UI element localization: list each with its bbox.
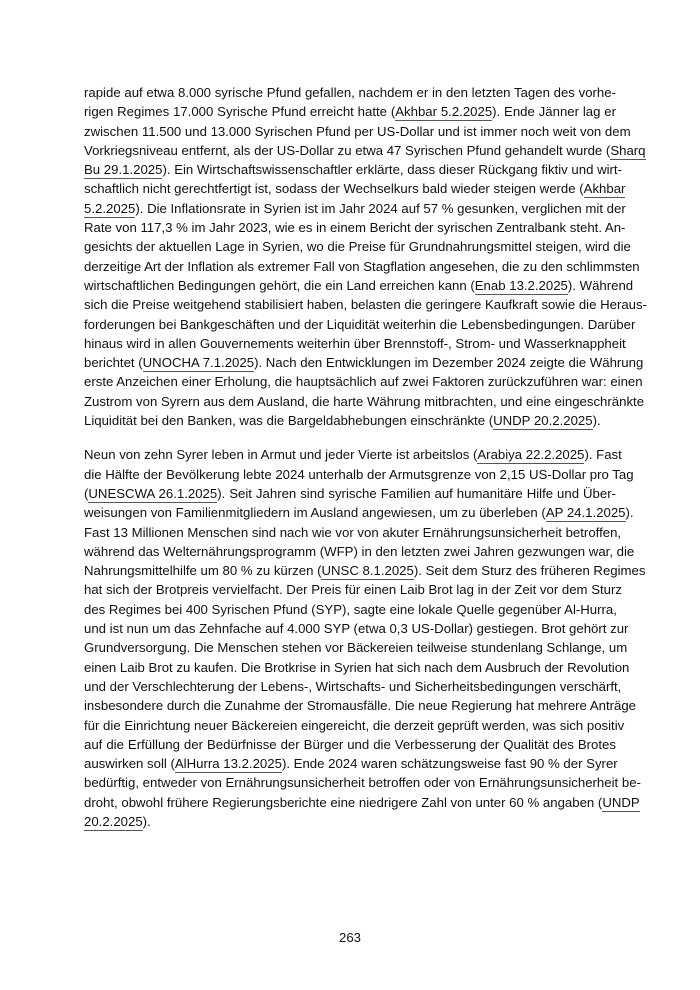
text-line bbox=[84, 812, 616, 831]
text-line bbox=[84, 445, 622, 464]
line-text: bedürftig, entweder von Ernährungsunsicherheit betroffen oder von Ernährungsunsicherheit be- bbox=[84, 775, 641, 791]
line-text: ). Seit Jahren sind syrische Familien auf humanitäre Hilfe und Über- bbox=[217, 485, 616, 501]
source-citation-link[interactable]: UNESCWA 26.1.2025 bbox=[88, 485, 218, 501]
text-line bbox=[84, 465, 634, 484]
text-line bbox=[84, 503, 634, 522]
text-line bbox=[84, 315, 636, 334]
line-text: Zustrom von Syrern aus dem Ausland, die harte Währung mitbrachten, und eine eingeschränkte bbox=[84, 393, 645, 409]
text-line bbox=[84, 677, 622, 696]
text-line bbox=[84, 353, 644, 372]
line-text: die Hälfte der Bevölkerung lebte 2024 unterhalb der Armutsgrenze von 2,15 US-Dollar pro Tag bbox=[84, 466, 634, 482]
line-text: ). Fast bbox=[584, 447, 622, 463]
text-line bbox=[84, 160, 622, 179]
source-citation-link[interactable]: 5.2.2025 bbox=[84, 200, 136, 216]
line-text: und ist nun um das Zehnfache auf 4.000 SYP (etwa 0,3 US-Dollar) gestiegen. Brot gehört zur bbox=[84, 621, 629, 637]
text-line bbox=[84, 372, 643, 391]
text-line bbox=[84, 102, 616, 121]
line-text: ). bbox=[592, 413, 601, 429]
text-line bbox=[84, 696, 637, 715]
source-citation-link[interactable]: Akhbar bbox=[583, 181, 626, 197]
line-text: ). Die Inflationsrate in Syrien ist im Jahr 2024 auf 57 % gesunken, verglichen mit der bbox=[135, 200, 626, 216]
line-text: Nahrungsmittelhilfe um 80 % zu kürzen ( bbox=[84, 563, 322, 579]
line-text: Vorkriegsniveau entfernt, als der US-Dollar zu etwa 47 Syrischen Pfund gehandelt wurde ( bbox=[84, 142, 611, 158]
source-citation-link[interactable]: AP 24.1.2025 bbox=[545, 505, 626, 521]
text-line bbox=[84, 716, 625, 735]
line-text: berichtet ( bbox=[84, 355, 143, 371]
line-text: rigen Regimes 17.000 Syrische Pfund erreicht hatte ( bbox=[84, 104, 396, 120]
line-text: zwischen 11.500 und 13.000 Syrischen Pfund per US-Dollar und ist immer noch weit von dem bbox=[84, 123, 631, 139]
text-line bbox=[84, 179, 626, 198]
text-line bbox=[84, 638, 628, 657]
page-number: 263 bbox=[338, 930, 361, 945]
line-text: droht, obwohl frühere Regierungsberichte eine niedrigere Zahl von unter 60 % angaben ( bbox=[84, 794, 603, 810]
line-text: insbesondere durch die Zunahme der Stromausfälle. Die neue Regierung hat mehrere Anträge bbox=[84, 698, 637, 714]
line-text: ). Ein Wirtschaftswissenschaftler erklärte, dass dieser Rückgang fiktiv und wirt- bbox=[162, 162, 622, 178]
line-text: gesichts der aktuellen Lage in Syrien, wo die Preise für Grundnahrungsmittel steigen, wird die bbox=[84, 239, 631, 255]
line-text: forderungen bei Bankgeschäften und der Liquidität weiterhin die Lebensbedingungen. Darüber bbox=[84, 316, 636, 332]
paragraph-currency-inflation bbox=[84, 83, 647, 430]
line-text: ). bbox=[142, 813, 151, 829]
line-text: ). Während bbox=[567, 277, 634, 293]
source-citation-link[interactable]: UNOCHA 7.1.2025 bbox=[142, 355, 255, 371]
line-text: ). Nach den Entwicklungen im Dezember 2024 zeigte die Währung bbox=[254, 355, 644, 371]
text-line bbox=[84, 257, 640, 276]
text-line bbox=[84, 793, 640, 812]
text-line bbox=[84, 600, 616, 619]
text-line bbox=[84, 141, 646, 160]
text-line bbox=[84, 237, 631, 256]
line-text: hat sich der Brotpreis vervielfacht. Der Preis für einen Laib Brot lag in der Zeit vor dem Sturz bbox=[84, 582, 622, 598]
line-text: einen Laib Brot zu kaufen. Die Brotkrise in Syrien hat sich nach dem Ausbruch der Revolution bbox=[84, 659, 630, 675]
text-line bbox=[84, 735, 616, 754]
line-text: derzeitige Art der Inflation als extremer Fall von Stagflation angesehen, die zu den schlimmsten bbox=[84, 258, 640, 274]
line-text: für die Einrichtung neuer Bäckereien eingereicht, die derzeit geprüft werden, was sich positiv bbox=[84, 717, 625, 733]
line-text: ( bbox=[84, 485, 89, 501]
line-text: während das Welternährungsprogramm (WFP) in den letzten zwei Jahren gezwungen war, die bbox=[84, 543, 635, 559]
text-line bbox=[84, 523, 622, 542]
line-text: Fast 13 Millionen Menschen sind nach wie vor von akuter Ernährungsunsicherheit betroffen, bbox=[84, 524, 622, 540]
text-line bbox=[84, 411, 616, 430]
line-text: ). Ende 2024 waren schätzungsweise fast 90 % der Syrer bbox=[281, 756, 618, 772]
source-citation-link[interactable]: Bu 29.1.2025 bbox=[84, 162, 163, 178]
text-line bbox=[84, 83, 616, 102]
line-text: hinaus wird in allen Gouvernements weiterhin über Brennstoff-, Strom- und Wasserknappheit bbox=[84, 335, 626, 351]
line-text: ). bbox=[625, 505, 634, 521]
source-citation-link[interactable]: Arabiya 22.2.2025 bbox=[477, 447, 585, 463]
document-body bbox=[84, 83, 647, 831]
source-citation-link[interactable]: UNDP bbox=[602, 794, 640, 810]
line-text: erste Anzeichen einer Erholung, die hauptsächlich auf zwei Faktoren zurückzuführen war: einen bbox=[84, 374, 643, 390]
line-text: Liquidität bei den Banken, was die Bargeldabhebungen einschränkte ( bbox=[84, 413, 494, 429]
text-line bbox=[84, 619, 629, 638]
source-citation-link[interactable]: UNDP 20.2.2025 bbox=[493, 413, 593, 429]
text-line bbox=[84, 334, 626, 353]
text-line bbox=[84, 218, 626, 237]
line-text: rapide auf etwa 8.000 syrische Pfund gefallen, nachdem er in den letzten Tagen des vorhe- bbox=[84, 85, 616, 100]
line-text: sich die Preise weitgehend stabilisiert haben, belasten die geringere Kaufkraft sowie die Heraus- bbox=[84, 297, 647, 313]
text-line bbox=[84, 199, 626, 218]
source-citation-link[interactable]: Akhbar 5.2.2025 bbox=[395, 104, 493, 120]
line-text: ). Seit dem Sturz des früheren Regimes bbox=[413, 563, 646, 579]
line-text: weisungen von Familienmitgliedern im Ausland angewiesen, um zu überleben ( bbox=[84, 505, 546, 521]
line-text: ). Ende Jänner lag er bbox=[492, 104, 616, 120]
line-text: auswirken soll ( bbox=[84, 756, 175, 772]
paragraph-gap bbox=[84, 430, 616, 445]
source-citation-link[interactable]: Sharq bbox=[610, 142, 646, 158]
line-text: Rate von 117,3 % im Jahr 2023, wie es in einem Bericht der syrischen Zentralbank steht. An- bbox=[84, 220, 626, 236]
text-line bbox=[84, 122, 631, 141]
paragraph-poverty-bread bbox=[84, 445, 646, 831]
source-citation-link[interactable]: AlHurra 13.2.2025 bbox=[174, 756, 282, 772]
text-line bbox=[84, 392, 645, 411]
line-text: Neun von zehn Syrer leben in Armut und jeder Vierte ist arbeitslos ( bbox=[84, 447, 478, 463]
text-line bbox=[84, 561, 646, 580]
text-line bbox=[84, 542, 635, 561]
text-line bbox=[84, 658, 630, 677]
source-citation-link[interactable]: UNSC 8.1.2025 bbox=[321, 563, 414, 579]
line-text: des Regimes bei 400 Syrischen Pfund (SYP), sagte eine lokale Quelle gegenüber Al-Hurra, bbox=[84, 601, 617, 617]
text-line bbox=[84, 580, 622, 599]
line-text: auf die Erfüllung der Bedürfnisse der Bürger und die Verbesserung der Qualität des Brotes bbox=[84, 736, 616, 752]
text-line bbox=[84, 773, 641, 792]
source-citation-link[interactable]: 20.2.2025 bbox=[84, 813, 143, 829]
source-citation-link[interactable]: Enab 13.2.2025 bbox=[474, 277, 568, 293]
line-text: und der Verschlechterung der Lebens-, Wirtschafts- und Sicherheitsbedingungen verschärft, bbox=[84, 678, 622, 694]
text-line bbox=[84, 276, 634, 295]
line-text: wirtschaftlichen Bedingungen gehört, die ein Land erreichen kann ( bbox=[84, 277, 475, 293]
text-line bbox=[84, 754, 616, 773]
text-line bbox=[84, 484, 616, 503]
line-text: Grundversorgung. Die Menschen stehen vor Bäckereien teilweise stundenlang Schlange, um bbox=[84, 640, 628, 656]
text-line bbox=[84, 295, 647, 314]
line-text: schaftlich nicht gerechtfertigt ist, sodass der Wechselkurs bald wieder steigen werde ( bbox=[84, 181, 584, 197]
